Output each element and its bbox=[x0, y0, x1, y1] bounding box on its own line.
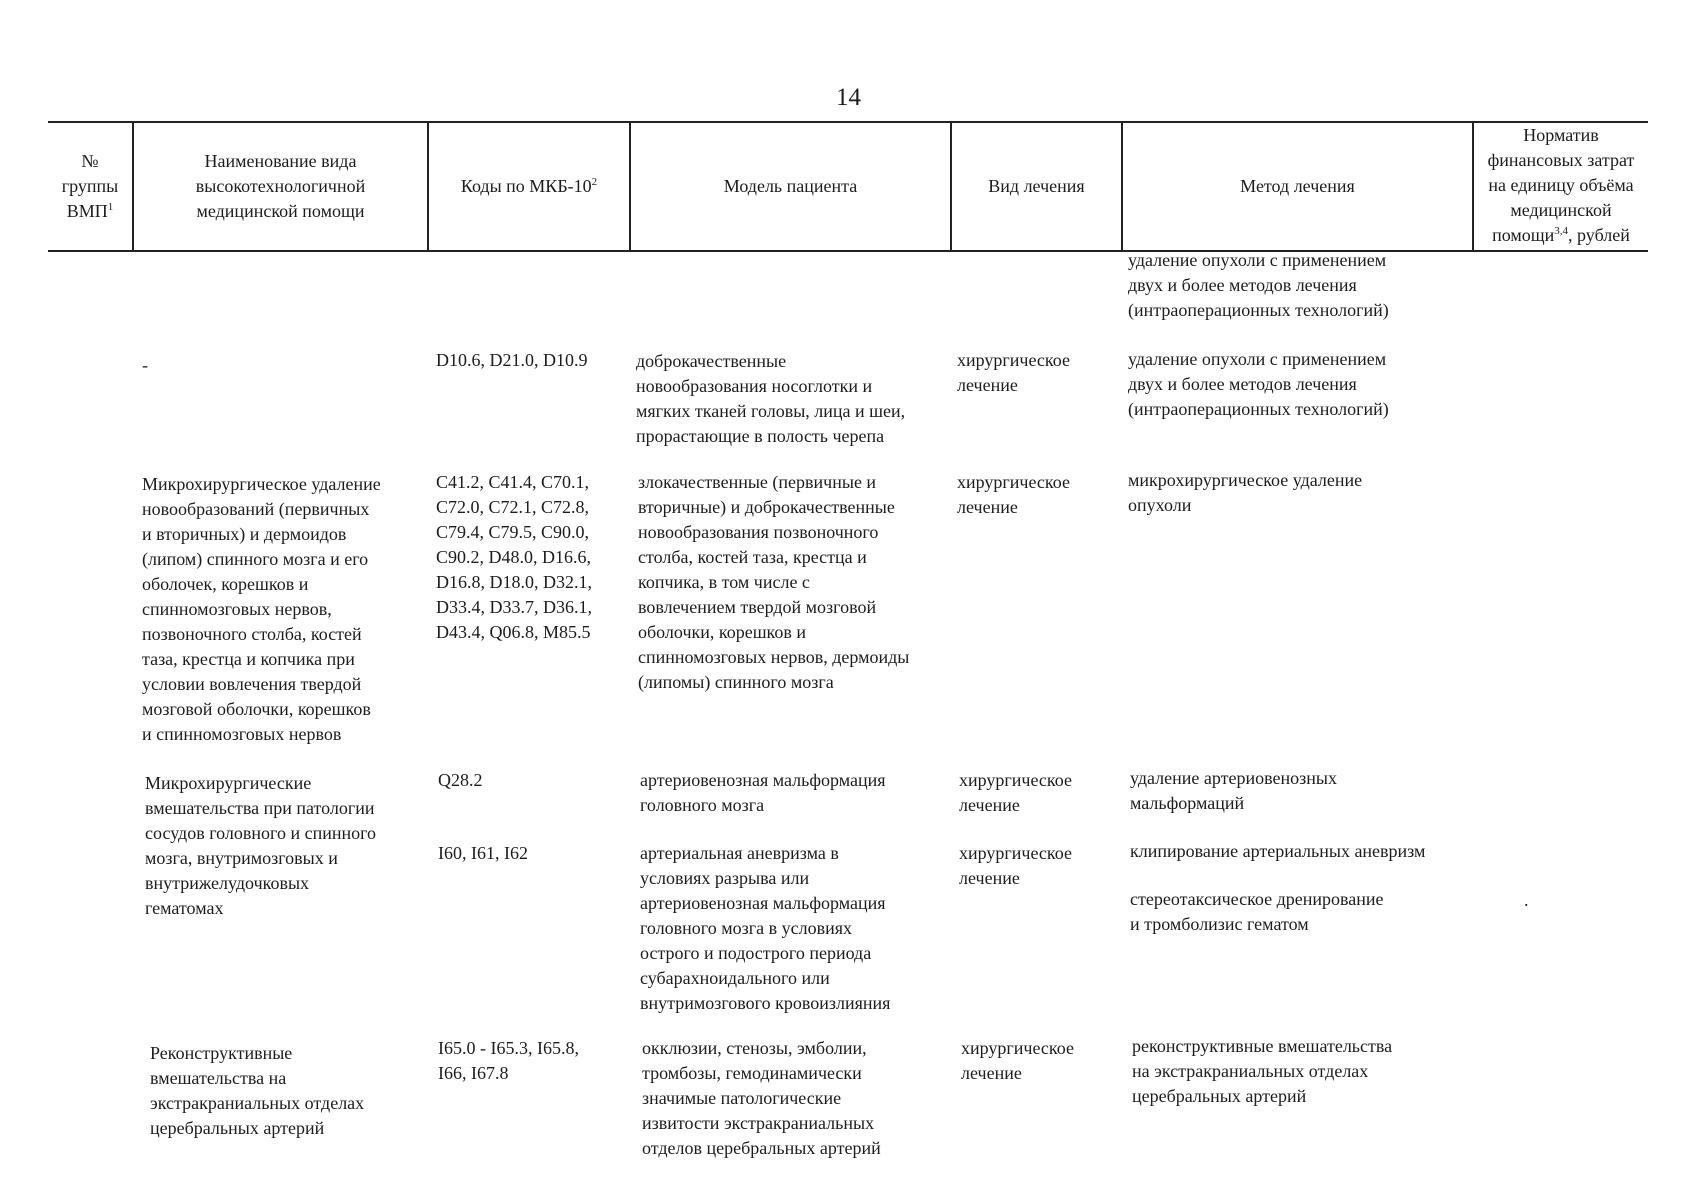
patient-model-cell: злокачественные (первичные и вторичные) и доброкачественные новообразования позвоночного столба, костей таза, крестца и копчика, в том числе с вовлечением твердой мозговой оболочки, корешков и спинномозговых нервов, дермоиды (липомы) спинного мозга bbox=[638, 472, 910, 692]
header-icd-codes: Коды по МКБ-$10^2$ bbox=[460, 176, 598, 196]
header-treatment-method: Метод лечения bbox=[1240, 176, 1355, 196]
method-cell: клипирование артериальных аневризм bbox=[1130, 841, 1426, 861]
header-patient-model: Модель пациента bbox=[723, 176, 858, 196]
patient-model-cell: доброкачественные новообразования носоглотки и мягких тканей головы, лица и шеи, прорастающие в полость черепа bbox=[636, 351, 906, 446]
treatment-type-cell: хирургическое лечение bbox=[961, 1038, 1074, 1083]
care-type-name-cell: Реконструктивные вмешательства на экстракраниальных отделах церебральных артерий bbox=[150, 1043, 365, 1138]
method-cell: удаление опухоли с применением двух и более методов лечения (интраоперационных технологий) bbox=[1128, 250, 1389, 320]
header-group-number: № группы ВМП$^1$ bbox=[61, 151, 119, 221]
icd-codes-cell: I65.0 - I65.3, I65.8, I66, I67.8 bbox=[438, 1038, 579, 1083]
icd-codes-cell: I60, I61, I62 bbox=[438, 843, 528, 863]
method-cell: удаление опухоли с применением двух и более методов лечения (интраоперационных технологий) bbox=[1128, 349, 1389, 419]
care-type-name-cell: Микрохирургическое удаление новообразований (первичных и вторичных) и дермоидов (липом) спинного мозга и его оболочек, корешков и спинномозговых нервов, позвоночного столба, костей таза, крестца и копчика при условии вовлечения твердой мозговой оболочки, корешков и спинномозговых нервов bbox=[142, 474, 381, 744]
treatment-type-cell: хирургическое лечение bbox=[957, 350, 1070, 395]
group-number-cell: - bbox=[142, 355, 148, 375]
treatment-type-cell: хирургическое лечение bbox=[959, 770, 1072, 815]
page-number: 14 bbox=[836, 84, 861, 111]
icd-codes-cell: Q28.2 bbox=[438, 770, 483, 790]
method-cell-secondary: стереотаксическое дренирование и тромболизис гематом bbox=[1130, 889, 1384, 934]
header-treatment-type: Вид лечения bbox=[988, 176, 1085, 196]
method-cell: микрохирургическое удаление опухоли bbox=[1128, 470, 1363, 515]
method-cell: удаление артериовенозных мальформаций bbox=[1130, 768, 1337, 813]
header-cost-norm: Норматив финансовых затрат на единицу объёма медицинской помощи$^{3,4}$, рублей bbox=[1487, 125, 1635, 245]
patient-model-cell: артериальная аневризма в условиях разрыва или артериовенозная мальформация головного мозга в условиях острого и подострого периода субарахноидального или внутримозгового кровоизлияния bbox=[640, 843, 891, 1013]
treatment-type-cell: хирургическое лечение bbox=[957, 472, 1070, 517]
cost-mark: . bbox=[1524, 890, 1529, 910]
icd-codes-cell: C41.2, C41.4, C70.1, C72.0, C72.1, C72.8, C79.4, C79.5, C90.0, C90.2, D48.0, D16.6, D16.8, D18.0, D32.1, D33.4, D33.7, D36.1, D43.4, Q06.8, M85.5 bbox=[436, 472, 592, 642]
method-cell: реконструктивные вмешательства на экстракраниальных отделах церебральных артерий bbox=[1132, 1036, 1393, 1106]
patient-model-cell: окклюзии, стенозы, эмболии, тромбозы, гемодинамически значимые патологические извитости экстракраниальных отделов церебральных артерий bbox=[642, 1038, 881, 1158]
patient-model-cell: артериовенозная мальформация головного мозга bbox=[640, 770, 886, 815]
icd-codes-cell: D10.6, D21.0, D10.9 bbox=[436, 350, 588, 370]
care-type-name-cell: Микрохирургические вмешательства при патологии сосудов головного и спинного мозга, внутримозговых и внутрижелудочковых гематомах bbox=[145, 773, 377, 918]
treatment-type-cell: хирургическое лечение bbox=[959, 843, 1072, 888]
header-care-type-name: Наименование вида высокотехнологичной медицинской помощи bbox=[195, 151, 366, 221]
